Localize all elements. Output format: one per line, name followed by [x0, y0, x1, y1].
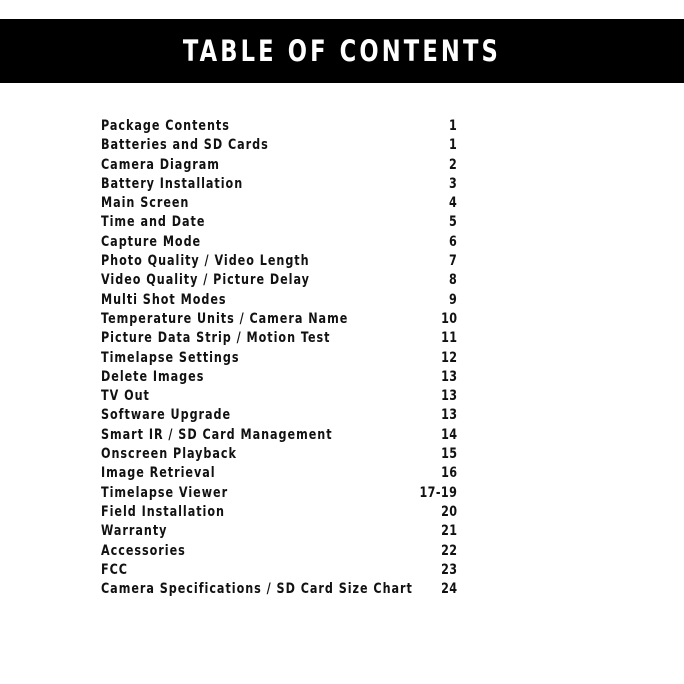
- toc-entry-page: 4: [448, 195, 457, 212]
- toc-entry: [101, 291, 461, 310]
- toc-entry: [101, 368, 461, 387]
- toc-entry-page: 20: [440, 503, 457, 520]
- toc-entry-title: Package Contents: [101, 118, 230, 134]
- toc-entry: [101, 194, 461, 213]
- toc-entry: [101, 580, 461, 599]
- toc-entry-page: 1: [448, 137, 457, 154]
- toc-entry-title: Battery Installation: [101, 175, 244, 192]
- toc-entry-title: Onscreen Playback: [101, 446, 237, 463]
- toc-entry: [101, 503, 461, 522]
- toc-entry: [101, 329, 461, 348]
- toc-entry: [101, 233, 461, 252]
- page-title: TABLE OF CONTENTS: [182, 34, 502, 68]
- toc-entry: [101, 542, 461, 561]
- toc-entry-page: 15: [440, 446, 457, 463]
- toc-entry: [101, 561, 461, 580]
- toc-entry-page: 9: [448, 291, 457, 308]
- toc-entry-page: 22: [440, 542, 457, 559]
- toc-entry-title: Timelapse Settings: [101, 349, 240, 366]
- toc-entry-title: Smart IR / SD Card Management: [101, 426, 333, 443]
- toc-entry-title: Warranty: [101, 523, 168, 540]
- table-of-contents: [101, 117, 461, 599]
- toc-entry-title: Picture Data Strip / Motion Test: [101, 330, 331, 347]
- toc-entry-title: Timelapse Viewer: [101, 484, 229, 501]
- toc-entry-page: 13: [440, 407, 457, 424]
- toc-entry-page: 8: [448, 272, 457, 289]
- toc-entry: [101, 136, 461, 155]
- toc-entry-page: 5: [448, 214, 457, 231]
- toc-entry-page: 1: [448, 118, 457, 134]
- toc-entry: [101, 252, 461, 271]
- toc-entry: [101, 349, 461, 368]
- toc-entry-title: Multi Shot Modes: [101, 291, 227, 308]
- toc-entry-page: 6: [448, 233, 457, 250]
- toc-entry: [101, 271, 461, 290]
- toc-entry-title: Temperature Units / Camera Name: [101, 310, 349, 327]
- toc-entry: [101, 406, 461, 425]
- toc-entry-title: Field Installation: [101, 503, 225, 520]
- toc-entry-title: Accessories: [101, 542, 186, 559]
- toc-entry-title: Batteries and SD Cards: [101, 137, 269, 154]
- toc-entry-title: Delete Images: [101, 368, 205, 385]
- toc-entry-title: Main Screen: [101, 195, 190, 212]
- toc-entry-title: FCC: [101, 561, 128, 578]
- toc-entry-title: Camera Specifications / SD Card Size Chart: [101, 581, 413, 598]
- toc-entry-page: 17-19: [419, 484, 457, 501]
- toc-entry-title: Photo Quality / Video Length: [101, 253, 310, 270]
- toc-entry-page: 2: [448, 156, 457, 173]
- toc-entry: [101, 426, 461, 445]
- toc-entry: [101, 522, 461, 541]
- toc-entry: [101, 175, 461, 194]
- toc-entry-title: Camera Diagram: [101, 156, 220, 173]
- toc-entry: [101, 310, 461, 329]
- toc-entry: [101, 484, 461, 503]
- toc-entry-page: 23: [440, 561, 457, 578]
- toc-entry-page: 11: [440, 330, 457, 347]
- toc-entry-page: 13: [440, 368, 457, 385]
- toc-entry-page: 7: [448, 253, 457, 270]
- toc-entry-page: 12: [440, 349, 457, 366]
- toc-entry: [101, 387, 461, 406]
- toc-entry: [101, 156, 461, 175]
- toc-entry: [101, 213, 461, 232]
- toc-entry-page: 21: [440, 523, 457, 540]
- toc-entry-title: TV Out: [101, 388, 150, 405]
- toc-entry-title: Time and Date: [101, 214, 206, 231]
- toc-entry: [101, 464, 461, 483]
- toc-entry-title: Video Quality / Picture Delay: [101, 272, 310, 289]
- toc-entry-page: 10: [440, 310, 457, 327]
- toc-entry-page: 14: [440, 426, 457, 443]
- toc-entry-title: Image Retrieval: [101, 465, 216, 482]
- toc-entry-title: Software Upgrade: [101, 407, 232, 424]
- toc-entry: [101, 117, 461, 136]
- toc-entry-title: Capture Mode: [101, 233, 202, 250]
- header-banner: [0, 19, 684, 83]
- toc-entry: [101, 445, 461, 464]
- toc-entry-page: 3: [448, 175, 457, 192]
- toc-entry-page: 13: [440, 388, 457, 405]
- toc-entry-page: 16: [440, 465, 457, 482]
- toc-entry-page: 24: [440, 581, 457, 598]
